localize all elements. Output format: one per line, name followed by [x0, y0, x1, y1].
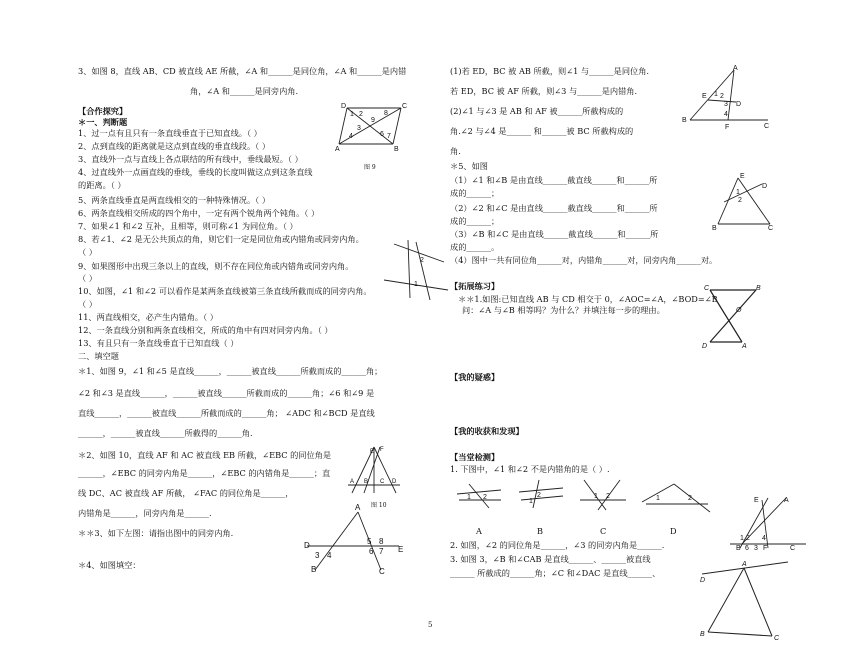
- svg-text:B: B: [394, 146, 399, 153]
- svg-text:8: 8: [384, 110, 388, 117]
- svg-text:B: B: [682, 117, 687, 124]
- svg-text:C: C: [380, 479, 385, 485]
- figure-q5-triangle: [708, 172, 772, 238]
- judge-item: 10、如图，∠1 和∠2 可以看作是某两条直线被第三条直线所截而成的同旁内角。: [78, 286, 372, 296]
- svg-text:7: 7: [379, 547, 384, 556]
- q3-line1: 3、如图 8，直线 AB、CD 被直线 AE 所截，∠A 和______是同位角，∠A 和______是内错: [78, 66, 407, 76]
- judge-item: 8、若∠1、∠2 是无公共顶点的角，则它们一定是同位角或内错角或同旁内角。: [78, 234, 364, 244]
- svg-text:1: 1: [740, 535, 744, 542]
- svg-text:B: B: [712, 225, 717, 232]
- svg-text:A: A: [335, 146, 340, 153]
- svg-text:6: 6: [380, 131, 384, 138]
- svg-text:F: F: [380, 447, 384, 453]
- judge-item: 12、一条直线分别和两条直线相交，所成的角中有四对同旁内角。（ ）: [78, 325, 333, 335]
- svg-text:2: 2: [483, 494, 487, 501]
- doubt-title: 【我的疑惑】: [450, 372, 500, 382]
- svg-text:E: E: [740, 173, 745, 180]
- fill1-line: ∠2 和∠3 是直线______，______被直线______所截而成的______角；∠6 和∠9 是: [78, 388, 375, 398]
- expand-title: 【拓展练习】: [450, 281, 500, 291]
- judge-item: （ ）: [78, 273, 97, 283]
- svg-text:A: A: [742, 561, 747, 568]
- svg-text:C: C: [379, 567, 385, 576]
- svg-text:C: C: [774, 635, 780, 642]
- section-title-cooperate: 【合作探究】: [78, 106, 128, 116]
- svg-text:6: 6: [369, 547, 374, 556]
- svg-text:D: D: [341, 103, 347, 110]
- svg-text:D: D: [736, 101, 742, 108]
- check3-triangle: [700, 560, 790, 646]
- figure-10: [344, 445, 400, 501]
- expand-line: 问：∠A 与∠B 相等吗？为什么？并填注每一步的理由。: [462, 305, 665, 315]
- svg-text:4: 4: [724, 111, 728, 118]
- judge-item: 6、两条直线相交所成的四个角中，一定有两个锐角两个钝角。（ ）: [78, 208, 320, 218]
- svg-text:1: 1: [350, 111, 354, 118]
- fill1-line: ＊1、如图 9，∠1 和∠5 是直线______，______被直线______所截而成的______角；: [78, 366, 383, 376]
- svg-text:E: E: [398, 545, 404, 554]
- svg-text:2: 2: [738, 197, 742, 204]
- svg-text:E: E: [370, 449, 375, 455]
- option-d-figure: [640, 480, 712, 518]
- figure-9-caption: 图 9: [364, 164, 376, 171]
- svg-text:D: D: [762, 183, 768, 190]
- fill2-line: 线 DC、AC 被直线 AF 所截， ∠FAC 的同位角是______，: [78, 488, 294, 498]
- judge-item: 11、两直线相交，必产生内错角。（ ）: [78, 312, 218, 322]
- svg-text:A: A: [742, 343, 747, 350]
- svg-text:1: 1: [414, 281, 418, 288]
- svg-text:2: 2: [537, 492, 541, 499]
- svg-text:C: C: [402, 103, 408, 110]
- expand-line: ＊＊1.如图:已知直线 AB 与 CD 相交于 0，∠AOC=∠A，∠BOD=∠B: [458, 294, 718, 304]
- svg-text:3: 3: [754, 545, 758, 552]
- option-b-figure: [517, 478, 565, 514]
- svg-text:A: A: [784, 497, 789, 504]
- fill1-line: 直线______，______被直线______所截而成的______角； ∠ADC 和∠BCD 是直线: [78, 408, 375, 418]
- judge-item: 的距离。（ ）: [78, 180, 126, 190]
- svg-text:7: 7: [387, 133, 391, 140]
- svg-text:C: C: [764, 123, 770, 130]
- svg-text:D: D: [702, 343, 708, 350]
- q5-line: （3）∠B 和∠C 是由直线______截直线______和______所: [450, 229, 659, 239]
- svg-text:D: D: [304, 541, 310, 550]
- svg-text:1: 1: [714, 91, 718, 98]
- judge-item: 7、如果∠1 和∠2 互补，且相等，则可称∠1 为同位角。（ ）: [78, 221, 298, 231]
- judge-item: 2、点到直线的距离就是这点到直线的垂直线段。（ ）: [78, 141, 271, 151]
- q5-line: 成的______；: [450, 216, 500, 226]
- judge-item: 4、过直线外一点画直线的垂线，垂线的长度叫做这点到这条直线: [78, 167, 313, 177]
- option-c-figure: [578, 476, 628, 516]
- svg-text:B: B: [736, 545, 741, 552]
- svg-text:5: 5: [367, 537, 372, 546]
- fill1-line: ______，______被直线______所截得的______角.: [78, 428, 253, 438]
- svg-text:2: 2: [720, 93, 724, 100]
- option-d-label: D: [670, 526, 677, 536]
- svg-text:2: 2: [746, 535, 750, 542]
- check3-line: ______ 所截成的______角；∠C 和∠DAC 是直线______、: [450, 568, 661, 578]
- gain-title: 【我的收获和发现】: [450, 426, 524, 436]
- q3-line2: 角，∠A 和______是同旁内角.: [190, 86, 299, 96]
- svg-text:4: 4: [327, 551, 332, 560]
- svg-text:D: D: [392, 479, 397, 485]
- figure-expand-crossing: [700, 286, 762, 354]
- svg-text:1: 1: [594, 493, 598, 500]
- right-top-line: 若 ED，BC 被 AF 所截，则∠3 与______是内错角.: [450, 86, 638, 96]
- svg-text:4: 4: [349, 133, 353, 140]
- judge-item: 9、如果图形中出现三条以上的直线，则不存在同位角或内错角或同旁内角。: [78, 261, 354, 271]
- svg-text:3: 3: [357, 125, 361, 132]
- figure-10-caption: 图 10: [371, 502, 387, 509]
- right-top-line: 角.∠2 与∠4 是______ 和______被 BC 所截构成的: [450, 126, 634, 136]
- judge-item: 5、两条直线垂直是两直线相交的一种特殊情况。（ ）: [78, 195, 271, 205]
- figure-9-parallelogram: [335, 102, 413, 158]
- figure-crossing-lines: [380, 240, 450, 306]
- judge-item: 1、过一点有且只有一条直线垂直于已知直线。（ ）: [78, 128, 262, 138]
- svg-text:C: C: [704, 285, 710, 292]
- svg-text:B: B: [364, 479, 369, 485]
- check3-line: 3. 如图 3，∠B 和∠CAB 是直线______、______被直线: [450, 554, 651, 564]
- svg-text:2: 2: [420, 257, 424, 264]
- svg-text:O: O: [736, 307, 742, 314]
- judge-item: （ ）: [78, 299, 97, 309]
- svg-text:1: 1: [467, 494, 471, 501]
- svg-text:2: 2: [688, 495, 692, 502]
- svg-text:B: B: [311, 565, 317, 574]
- svg-text:E: E: [702, 93, 707, 100]
- svg-text:A: A: [733, 65, 738, 72]
- option-a-label: A: [476, 526, 482, 536]
- fill3-line: ＊＊3、如下左图：请指出图中的同旁内角.: [78, 528, 234, 538]
- svg-text:C: C: [768, 225, 774, 232]
- svg-text:A: A: [355, 503, 361, 512]
- q5-line: （4）图中一共有同位角______对，内错角______对，同旁内角______对。: [450, 255, 718, 265]
- fill2-line: ______，∠EBC 的同旁内角是______，∠EBC 的内错角是______；直: [78, 468, 331, 478]
- option-b-label: B: [537, 526, 544, 536]
- svg-text:A: A: [350, 479, 355, 485]
- svg-text:1: 1: [736, 189, 740, 196]
- svg-text:3: 3: [315, 551, 320, 560]
- svg-text:9: 9: [371, 117, 375, 124]
- svg-text:C: C: [790, 545, 796, 552]
- svg-text:B: B: [700, 631, 705, 638]
- check-title: 【当堂检测】: [450, 452, 500, 462]
- svg-text:6: 6: [745, 545, 749, 552]
- right-top-line: (2)∠1 与∠3 是 AB 和 AF 被______所截构成的: [450, 106, 624, 116]
- judge-item: 3、直线外一点与直线上各点联结的所有线中，垂线最短。（ ）: [78, 154, 303, 164]
- option-c-label: C: [600, 526, 607, 536]
- check2-question: 2. 如图，∠2 的同位角是______，∠3 的同旁内角是______.: [450, 540, 665, 550]
- svg-text:F: F: [763, 545, 768, 552]
- fill2-line: ＊2、如图 10，直线 AF 和 AC 被直线 EB 所截，∠EBC 的同位角是: [78, 450, 332, 460]
- figure-triangle-transversal: [303, 502, 407, 578]
- judge-item: （ ）: [78, 247, 97, 257]
- fill-title: 二、填空题: [78, 351, 119, 361]
- check2-figure: [728, 494, 808, 554]
- svg-text:4: 4: [762, 535, 766, 542]
- judge-item: 13、有且只有一条直线垂直于已知直线（ ）: [78, 338, 239, 348]
- right-top-line: (1)若 ED，BC 被 AB 所截，则∠1 与______是同位角.: [450, 66, 649, 76]
- svg-text:1: 1: [529, 498, 533, 505]
- q5-line: 成的______。: [450, 242, 500, 252]
- fill2-line: 内错角是______，同旁内角是______.: [78, 508, 212, 518]
- svg-text:B: B: [756, 285, 761, 292]
- judge-title: ＊一、判断题: [78, 117, 128, 127]
- q5-line: （1）∠1 和∠B 是由直线______截直线______和______所: [450, 175, 658, 185]
- check1-question: 1. 下图中，∠1 和∠2 不是内错角的是（ ）.: [450, 464, 610, 474]
- svg-text:D: D: [700, 577, 706, 584]
- figure-triangle-abc-edf: [680, 62, 776, 136]
- right-top-line: 角.: [450, 146, 461, 156]
- page-number: 5: [428, 621, 433, 629]
- svg-text:E: E: [754, 497, 759, 504]
- fill4-line: ＊4、如图填空：: [78, 560, 141, 570]
- q5-line: （2）∠2 和∠C 是由直线______截直线______和______所: [450, 203, 658, 213]
- svg-text:2: 2: [359, 111, 363, 118]
- svg-text:3: 3: [724, 101, 728, 108]
- q5-title: ＊5、如图: [450, 161, 488, 171]
- option-a-figure: [455, 478, 503, 514]
- q5-line: 成的______；: [450, 188, 500, 198]
- svg-text:1: 1: [656, 495, 660, 502]
- svg-text:2: 2: [606, 493, 610, 500]
- svg-text:F: F: [725, 124, 730, 131]
- svg-text:8: 8: [379, 537, 384, 546]
